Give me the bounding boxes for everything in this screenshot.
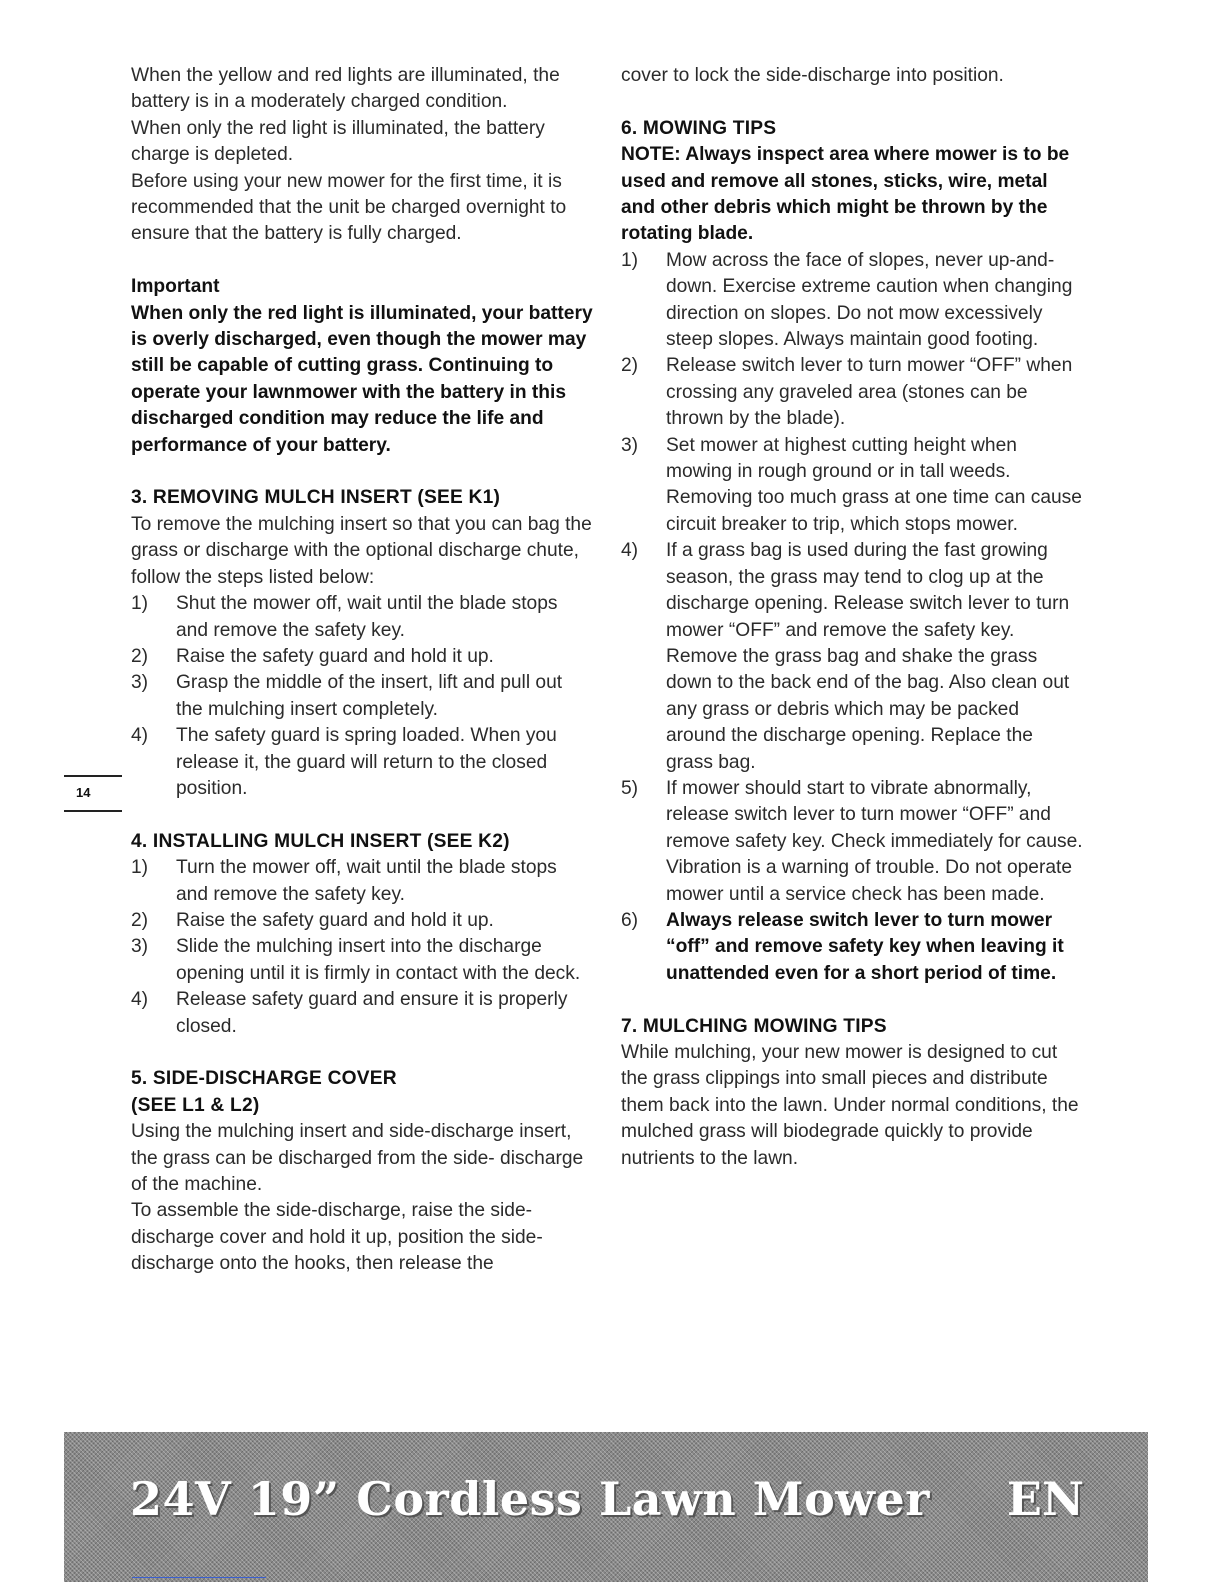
list-item: 4) The safety guard is spring loaded. When you release it, the guard will return to the closed position. bbox=[131, 725, 557, 799]
list-item: 3) Slide the mulching insert into the discharge opening until it is firmly in contact with the deck. bbox=[131, 936, 581, 984]
section-6-steps bbox=[621, 248, 1083, 987]
battery-paragraph-1: When the yellow and red lights are illuminated, the battery is in a moderately charged condition. bbox=[131, 65, 560, 113]
continuation-text: cover to lock the side-discharge into position. bbox=[621, 65, 1004, 86]
battery-paragraph-2: When only the red light is illuminated, the battery charge is depleted. bbox=[131, 117, 545, 166]
list-item: 1) Shut the mower off, wait until the blade stops and remove the safety key. bbox=[131, 593, 558, 641]
section-5-heading-line-1: 5. SIDE-DISCHARGE COVER bbox=[131, 1068, 397, 1090]
section-6-note: NOTE: Always inspect area where mower is to be used and remove all stones, sticks, wire, metal and other debris which might be thrown by the rotating blade. bbox=[621, 144, 1070, 245]
list-item: 2) Release switch lever to turn mower “OFF” when crossing any graveled area (stones can be thrown by the blade). bbox=[621, 355, 1073, 430]
page-number-rule-bottom bbox=[64, 810, 122, 812]
section-3-steps bbox=[131, 591, 593, 802]
page-number: 14 bbox=[76, 785, 91, 800]
important-label: Important bbox=[131, 276, 220, 298]
list-item: 4) If a grass bag is used during the fast growing season, the grass may tend to clog up at the discharge opening. Release switch lever to turn mower “OFF” and remove the safety key. Remove the grass bag and shake the grass down to the back end of the bag. Also clean out any grass or debris which may be packed around the discharge opening. Replace the grass bag. bbox=[621, 540, 1070, 773]
language-code: EN bbox=[1006, 1472, 1084, 1526]
section-4-steps bbox=[131, 855, 593, 1040]
list-item: 6) Always release switch lever to turn mower “off” and remove safety key when leaving it unattended even for a short period of time. bbox=[621, 909, 1064, 984]
list-item: 2) Raise the safety guard and hold it up. bbox=[131, 909, 494, 931]
list-item: 2) Raise the safety guard and hold it up. bbox=[131, 645, 494, 667]
section-3-intro: To remove the mulching insert so that you can bag the grass or discharge with the optional discharge chute, follow the steps listed below: bbox=[131, 513, 592, 588]
list-item: 5) If mower should start to vibrate abnormally, release switch lever to turn mower “OFF” and remove safety key. Check immediately for cause. Vibration is a warning of trouble. Do not operate mower until a service check has been made. bbox=[621, 777, 1083, 905]
list-item: 1) Turn the mower off, wait until the blade stops and remove the safety key. bbox=[131, 857, 557, 905]
section-5-heading-line-2: (SEE L1 & L2) bbox=[131, 1094, 260, 1116]
section-5-paragraph-1: Using the mulching insert and side-discharge insert, the grass can be discharged from the side- discharge of the machine. bbox=[131, 1121, 584, 1195]
footer-banner bbox=[64, 1432, 1148, 1582]
list-item: 4) Release safety guard and ensure it is properly closed. bbox=[131, 989, 568, 1037]
list-item: 3) Set mower at highest cutting height when mowing in rough ground or in tall weeds. Removing too much grass at one time can cause circuit breaker to trip, which stops mower. bbox=[621, 434, 1082, 535]
right-column bbox=[621, 63, 1083, 1172]
battery-paragraph-3: Before using your new mower for the first time, it is recommended that the unit be charged overnight to ensure that the battery is fully charged. bbox=[131, 170, 567, 245]
list-item: 1) Mow across the face of slopes, never up-and-down. Exercise extreme caution when changing direction on slopes. Do not mow excessively steep slopes. Always maintain good footing. bbox=[621, 249, 1073, 351]
footer-divider bbox=[132, 1577, 266, 1578]
important-warning: When only the red light is illuminated, your battery is overly discharged, even though the mower may still be capable of cutting grass. Continuing to operate your lawnmower with the battery in this discharged condition may reduce the life and performance of your battery. bbox=[131, 302, 593, 456]
section-5-paragraph-2: To assemble the side-discharge, raise the side-discharge cover and hold it up, position the side-discharge onto the hooks, then release the bbox=[131, 1200, 543, 1275]
footer-title: 24V 19” Cordless Lawn Mower bbox=[130, 1472, 930, 1526]
section-3-heading: 3. REMOVING MULCH INSERT (SEE K1) bbox=[131, 487, 501, 509]
list-item: 3) Grasp the middle of the insert, lift and pull out the mulching insert completely. bbox=[131, 672, 563, 720]
section-7-heading: 7. MULCHING MOWING TIPS bbox=[621, 1015, 887, 1037]
page-number-marker bbox=[64, 775, 122, 812]
section-6-heading: 6. MOWING TIPS bbox=[621, 117, 777, 139]
section-7-text: While mulching, your new mower is designed to cut the grass clippings into small pieces and distribute them back into the lawn. Under normal conditions, the mulched grass will biodegrade quickly to provide nutrients to the lawn. bbox=[621, 1042, 1079, 1169]
section-4-heading: 4. INSTALLING MULCH INSERT (SEE K2) bbox=[131, 830, 510, 852]
left-column bbox=[131, 63, 593, 1278]
